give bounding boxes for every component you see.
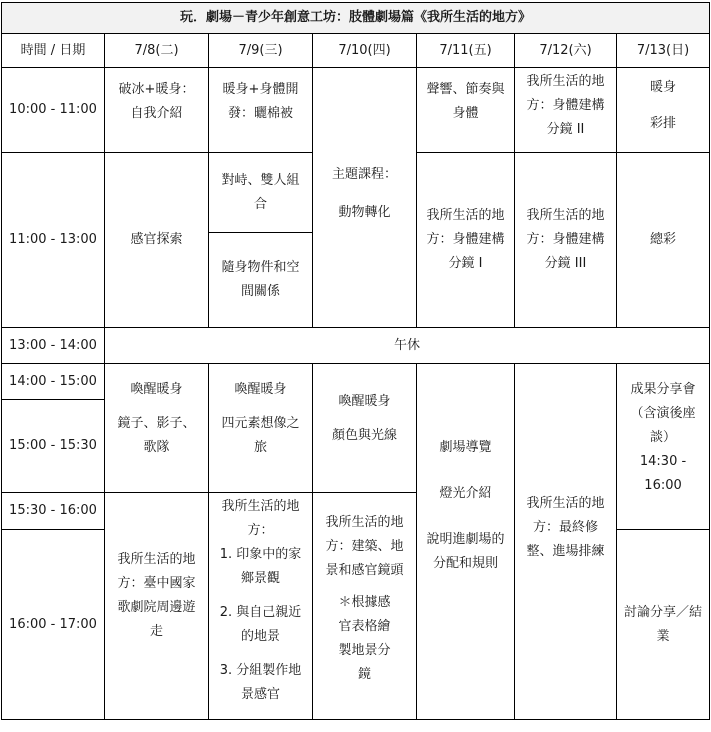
session-cell [617,530,710,720]
session-line: 說明進劇場的 [426,532,505,547]
lunch-break: 午休 [105,328,710,364]
session-line: 四元素想像之 [221,416,300,431]
session-line: 我所生活的地 [526,208,605,223]
session-line: 聲響、節奏與 [426,82,505,97]
session-cell [515,153,617,328]
session-cell [313,68,417,328]
session-line: 方：身體建構 [526,232,605,247]
session-cell [417,364,515,720]
session-line: 顏色與光線 [331,428,397,443]
session-line: 歌劇院周邊遊 [117,600,196,615]
session-line: 劇場導覽 [439,440,492,455]
session-cell [105,153,209,328]
session-line: 的地景 [240,629,280,644]
session-line: 自我介紹 [130,106,183,121]
session-line: 業 [656,628,670,644]
time-slot: 13:00 - 14:00 [2,328,105,364]
session-cell [417,153,515,328]
session-cell [313,364,417,493]
time-date-header: 時間 / 日期 [2,34,105,68]
session-line: 身體 [452,106,479,121]
session-line: 動物轉化 [338,205,391,220]
session-line: （含演後座 [630,406,696,421]
schedule-table [1,2,710,720]
day-header: 7/13(日) [617,34,710,68]
session-line: 方：身體建構 [526,98,605,113]
session-line: 2. 與自己親近 [219,605,302,620]
session-line: 分鏡 III [544,256,587,271]
session-line: 方：建築、地 [325,539,404,554]
session-line: 整、進場排練 [526,543,605,559]
session-line: 我所生活的地 [426,208,505,223]
session-line: 分鏡 II [546,122,585,137]
session-line: 我所生活的地 [221,499,300,514]
session-cell [617,364,710,530]
session-line: 喚醒暖身 [338,394,391,409]
session-line: 旅 [253,440,267,455]
session-line: 發：曬棉被 [227,106,293,121]
session-line: 1. 印象中的家 [219,547,302,562]
schedule-title: 玩．劇場－青少年創意工坊：肢體劇場篇《我所生活的地方》 [2,3,710,34]
session-line: 成果分享會 [630,382,696,397]
session-cell [515,68,617,153]
session-line: 總彩 [650,232,677,247]
session-cell [617,153,710,328]
session-cell [313,493,417,720]
day-header: 7/10(四) [313,34,417,68]
session-line: 暖身 [650,80,677,95]
day-header: 7/8(二) [105,34,209,68]
session-line: 3. 分組製作地 [219,663,302,678]
session-cell [105,364,209,493]
session-line: 我所生活的地 [526,495,605,511]
session-line: 鄉景觀 [240,571,280,586]
session-line: 鏡 [357,667,371,682]
time-slot: 11:00 - 13:00 [2,153,105,328]
time-slot: 14:00 - 15:00 [2,364,105,400]
session-cell [105,493,209,720]
session-line: 16:00 [644,478,682,493]
session-line: 歌隊 [143,440,170,455]
time-slot: 15:30 - 16:00 [2,493,105,530]
session-line: 主題課程： [331,167,397,182]
session-line: 討論分享／結 [624,604,703,620]
day-header: 7/11(五) [417,34,515,68]
session-line: 走 [149,624,163,639]
session-line: 我所生活的地 [117,552,196,567]
session-line: 破冰+暖身： [118,82,195,97]
session-cell [209,493,313,720]
session-line: 官表格繪 [338,619,391,634]
session-line: 彩排 [650,116,677,131]
session-line: 方：最終修 [532,519,598,535]
session-line: 景和感官鏡頭 [325,563,404,578]
session-cell [105,68,209,153]
session-line: 感官探索 [130,232,183,247]
day-header: 7/9(三) [209,34,313,68]
session-cell [209,68,313,153]
session-cell [417,68,515,153]
session-cell [515,364,617,720]
session-cell [209,233,313,328]
session-cell [617,68,710,153]
session-line: ＊根據感 [338,595,391,610]
time-slot: 16:00 - 17:00 [2,530,105,720]
session-cell [209,153,313,233]
session-line: 景感官 [240,687,280,702]
session-line: 鏡子、影子、 [117,416,196,431]
session-line: 我所生活的地 [325,515,404,530]
session-line: 談） [650,430,677,445]
session-line: 暖身+身體開 [222,82,299,97]
session-line: 方：身體建構 [426,232,505,247]
day-header: 7/12(六) [515,34,617,68]
session-line: 分配和規則 [432,556,498,571]
session-line: 方：臺中國家 [117,576,196,591]
time-slot: 15:00 - 15:30 [2,400,105,493]
session-line: 喚醒暖身 [234,382,287,397]
time-slot: 10:00 - 11:00 [2,68,105,153]
session-line: 我所生活的地 [526,74,605,89]
session-cell [209,364,313,493]
session-line: 喚醒暖身 [130,382,183,397]
session-line: 14:30 - [639,454,687,469]
session-line: 製地景分 [338,643,391,658]
session-line: 間關係 [240,284,280,299]
session-line: 方： [247,523,274,538]
session-line: 對峙、雙人組 [221,172,300,188]
session-line: 燈光介紹 [439,486,492,501]
session-line: 分鏡 I [448,256,483,271]
session-line: 合 [253,196,267,212]
session-line: 隨身物件和空 [221,260,300,275]
